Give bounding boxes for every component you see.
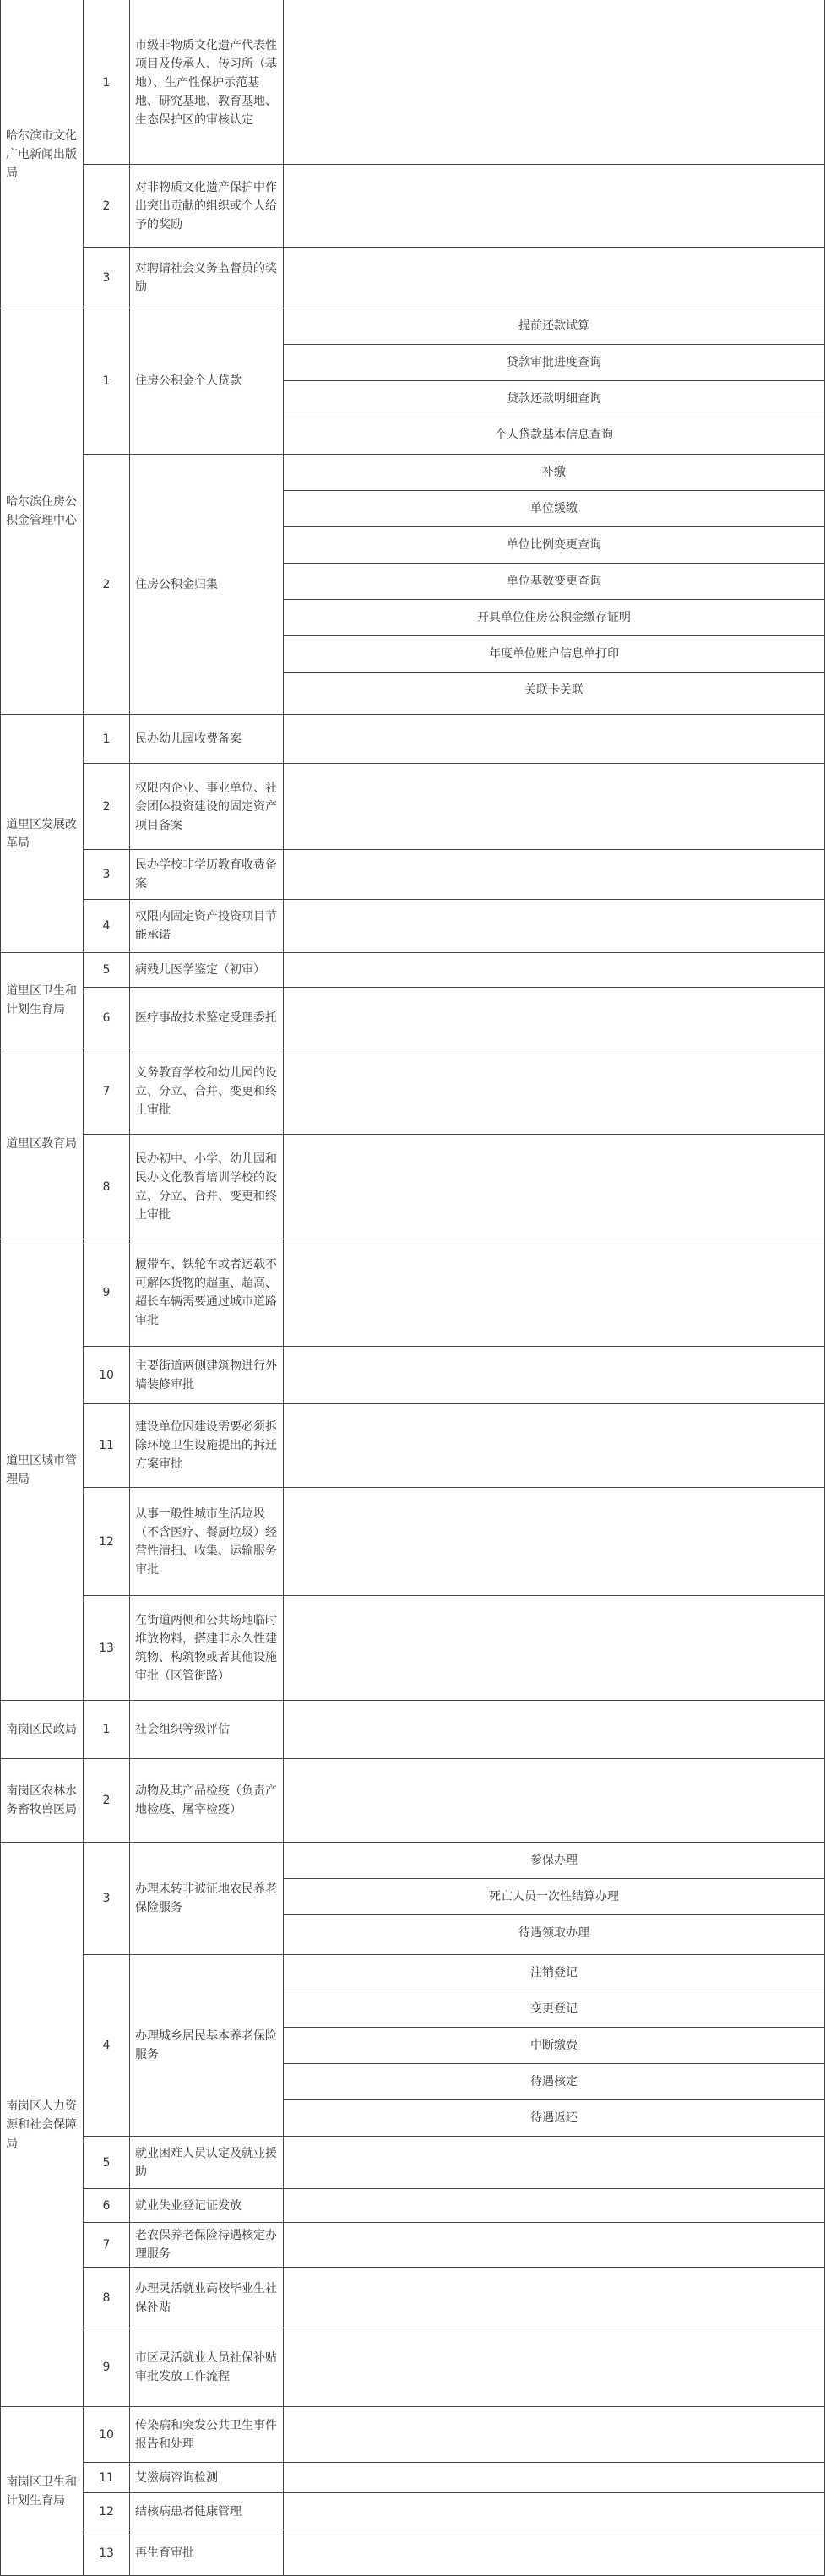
row-number-cell: 5 [102,963,111,977]
sub-item-cell: 待遇返还 [530,2111,578,2125]
sub-item-cell: 中断缴费 [530,2039,578,2052]
sub-item-cell: 个人贷款基本信息查询 [495,428,613,442]
sub-item-cell: 单位比例变更查询 [507,538,601,552]
sub-item-cell: 关联卡关联 [524,683,583,697]
department-cell: 道里区教育局 [6,1136,77,1151]
sub-item-cell: 单位缓缴 [530,502,578,515]
item-name-cell: 权限内固定资产投资项目节能承诺 [135,910,277,942]
item-name-cell: 市区灵活就业人员社保补贴审批发放工作流程 [135,2351,277,2383]
item-name-cell: 办理灵活就业高校毕业生社保补贴 [135,2281,277,2314]
row-number-cell: 2 [102,577,111,591]
row-number-cell: 4 [102,2039,111,2052]
sub-item-cell: 贷款审批进度查询 [507,356,601,369]
item-name-cell: 民办初中、小学、幼儿园和民办文化教育培训学校的设立、分立、合并、变更和终止审批 [135,1152,277,1222]
row-number-cell: 9 [102,1286,111,1299]
row-number-cell: 4 [102,919,111,933]
row-number-cell: 11 [99,1439,114,1452]
row-number-cell: 8 [102,2290,111,2305]
sub-item-cell: 年度单位账户信息单打印 [489,647,619,661]
item-name-cell: 对非物质文化遗产保护中作出突出贡献的组织或个人给予的奖励 [135,180,277,231]
row-number-cell: 11 [99,2470,114,2485]
row-number-cell: 5 [102,2155,111,2170]
department-cell: 哈尔滨住房公积金管理中心 [6,495,77,527]
row-number-cell: 2 [102,1794,111,1807]
item-name-cell: 社会组织等级评估 [135,1723,230,1736]
row-number-cell: 3 [102,270,111,285]
row-number-cell: 10 [99,1368,114,1382]
item-name-cell: 义务教育学校和幼儿园的设立、分立、合并、变更和终止审批 [135,1065,277,1117]
item-name-cell: 就业失业登记证发放 [135,2198,242,2213]
department-cell: 道里区卫生和计划生育局 [6,984,77,1016]
department-cell: 哈尔滨市文化广电新闻出版局 [6,128,77,180]
sub-item-cell: 提前还款试算 [518,319,589,333]
row-number-cell: 12 [99,2504,114,2519]
item-name-cell: 结核病患者健康管理 [135,2504,242,2519]
item-name-cell: 医疗事故技术鉴定受理委托 [135,1010,277,1025]
sub-item-cell: 注销登记 [530,1966,578,1980]
item-name-cell: 主要街道两侧建筑物进行外墙装修审批 [135,1359,277,1391]
sub-item-cell: 开具单位住房公积金缴存证明 [477,611,631,624]
sub-item-cell: 参保办理 [530,1854,578,1867]
item-name-cell: 对聘请社会义务监督员的奖励 [135,261,277,294]
row-number-cell: 1 [102,732,111,746]
department-cell: 南岗区卫生和计划生育局 [6,2475,77,2508]
sub-item-cell: 贷款还款明细查询 [507,392,601,406]
item-name-cell: 办理城乡居民基本养老保险服务 [135,2029,277,2061]
item-name-cell: 住房公积金归集 [135,577,218,591]
department-cell: 南岗区人力资源和社会保障局 [6,2099,77,2150]
sub-item-cell: 变更登记 [530,2002,578,2016]
item-name-cell: 传染病和突发公共卫生事件报告和处理 [135,2418,277,2451]
department-cell: 南岗区农林水务畜牧兽医局 [6,1784,77,1816]
item-name-cell: 建设单位因建设需要必须拆除环境卫生设施提出的拆迁方案审批 [135,1420,277,1471]
row-number-cell: 2 [102,199,111,213]
row-number-cell: 1 [102,75,111,90]
item-name-cell: 从事一般性城市生活垃圾（不含医疗、餐厨垃圾）经营性清扫、收集、运输服务审批 [135,1506,277,1577]
row-number-cell: 12 [99,1534,114,1549]
item-name-cell: 权限内企业、事业单位、社会团体投资建设的固定资产项目备案 [135,781,277,832]
item-name-cell: 民办幼儿园收费备案 [135,732,242,746]
department-cell: 道里区城市管理局 [6,1453,77,1486]
row-number-cell: 10 [99,2427,114,2442]
row-number-cell: 2 [102,799,111,814]
department-cell: 南岗区民政局 [6,1723,77,1736]
item-name-cell: 再生育审批 [135,2546,194,2560]
row-number-cell: 13 [99,1641,114,1655]
item-name-cell: 民办学校非学历教育收费备案 [135,858,277,890]
item-name-cell: 就业困难人员认定及就业援助 [135,2146,277,2179]
row-number-cell: 6 [102,1010,111,1025]
row-number-cell: 1 [102,1723,111,1736]
item-name-cell: 市级非物质文化遗产代表性项目及传承人、传习所（基地）、生产性保护示范基地、研究基地、教育基地、生态保护区的审核认定 [135,38,277,127]
row-number-cell: 3 [102,868,111,881]
row-number-cell: 7 [102,1084,111,1098]
item-name-cell: 在街道两侧和公共场地临时堆放物料，搭建非永久性建筑物、构筑物或者其他设施审批（区管街路） [135,1613,277,1683]
item-name-cell: 老农保养老保险待遇核定办理服务 [135,2229,277,2261]
row-number-cell: 8 [102,1179,111,1194]
row-number-cell: 1 [102,374,111,388]
sub-item-cell: 死亡人员一次性结算办理 [489,1890,619,1903]
row-number-cell: 13 [99,2546,114,2560]
row-number-cell: 9 [102,2361,111,2374]
sub-item-cell: 补缴 [542,466,566,479]
row-number-cell: 7 [102,2238,111,2252]
item-name-cell: 履带车、铁轮车或者运载不可解体货物的超重、超高、超长车辆需要通过城市道路审批 [135,1258,277,1327]
item-name-cell: 艾滋病咨询检测 [135,2470,218,2485]
sub-item-cell: 待遇领取办理 [518,1926,589,1940]
sub-item-cell: 单位基数变更查询 [507,575,601,588]
sub-item-cell: 待遇核定 [530,2075,578,2089]
row-number-cell: 3 [102,1892,111,1905]
item-name-cell: 动物及其产品检疫（负责产地检疫、屠宰检疫） [135,1784,277,1816]
department-cell: 道里区发展改革局 [6,817,77,850]
item-name-cell: 办理未转非被征地农民养老保险服务 [135,1882,277,1914]
item-name-cell: 住房公积金个人贷款 [135,374,242,388]
item-name-cell: 病残儿医学鉴定（初审） [135,963,265,977]
row-number-cell: 6 [102,2198,111,2213]
